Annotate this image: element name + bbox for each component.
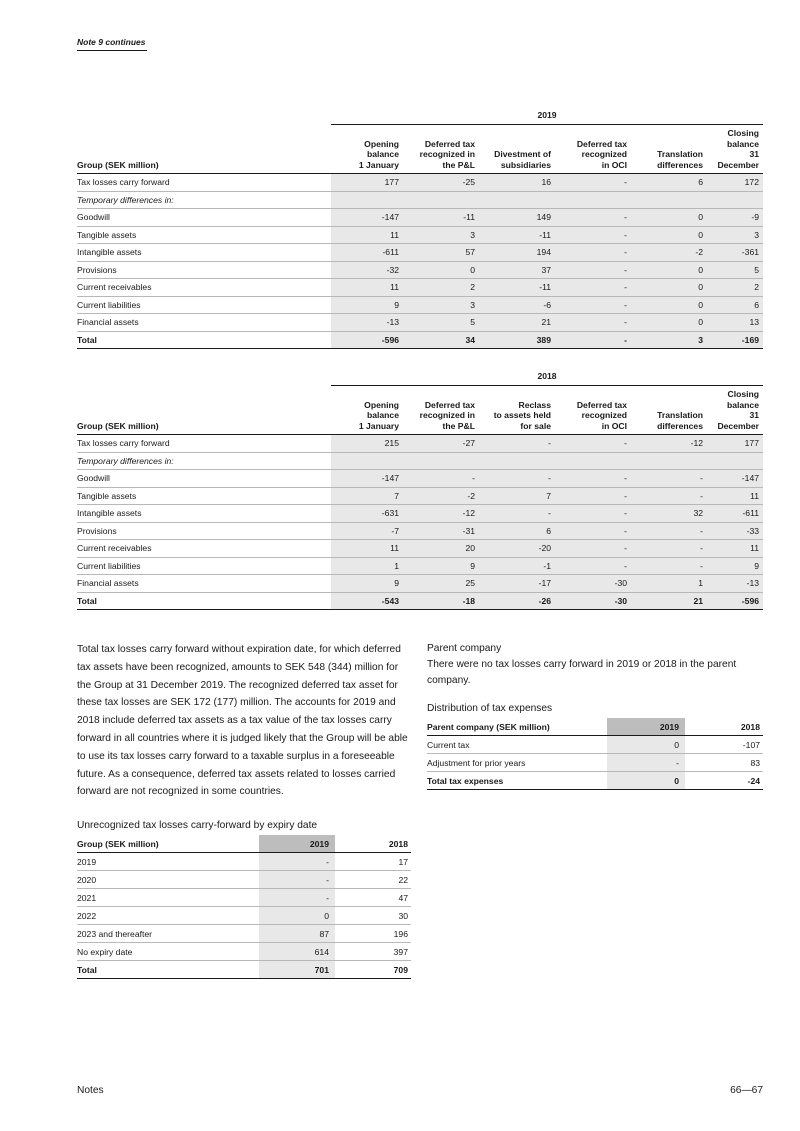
cell-value: -1 [479, 557, 555, 575]
cell-value: -361 [707, 244, 763, 262]
total-row [77, 592, 763, 609]
total-label: Total [77, 331, 331, 348]
cell-value: - [555, 522, 631, 540]
year-blank [77, 104, 331, 125]
cell-value: - [259, 889, 335, 907]
cell-value: - [479, 470, 555, 488]
row-label: 2021 [77, 889, 259, 907]
cell-value: - [555, 540, 631, 558]
tax-losses-paragraph: Total tax losses carry forward without expiration date, for which deferred tax assets have been recognized, amounts to SEK 548 (344) million for the Group at 31 December 2019. The recognized deferred tax asset for these tax losses are SEK 172 (177) million. The accounts for 2019 and 2018 include deferred tax assets as a tax value of the tax losses carry forward in all countries where it is judged likely that the Group will be able to use its tax losses carry forward to a taxable surplus in a foreseeable future. As a consequence, deferred tax assets related to losses carried forward are not recognized in some countries. [77, 644, 408, 798]
header-line: in OCI [601, 159, 627, 170]
cell-value: 11 [707, 487, 763, 505]
cell-value: 0 [259, 907, 335, 925]
table-row [77, 261, 763, 279]
empty-cell [707, 191, 763, 209]
total-value: -26 [479, 592, 555, 609]
cell-value: 3 [707, 226, 763, 244]
header-line: recognized in [419, 149, 475, 159]
column-header [331, 386, 403, 435]
total-row [77, 331, 763, 348]
cell-value: 0 [631, 209, 707, 227]
unrecognized-title: Unrecognized tax losses carry-forward by expiry date [77, 820, 318, 831]
cell-value: - [631, 487, 707, 505]
cell-value: - [259, 871, 335, 889]
header-line: subsidiaries [500, 159, 551, 170]
cell-value: 6 [707, 296, 763, 314]
header-line: differences [657, 420, 703, 431]
cell-value: -17 [479, 575, 555, 593]
cell-value: -147 [707, 470, 763, 488]
header-line: for sale [520, 420, 551, 431]
cell-value: 37 [479, 261, 555, 279]
cell-value: - [555, 261, 631, 279]
table-row [77, 557, 763, 575]
header-line: Reclass [518, 399, 551, 410]
table-row [77, 296, 763, 314]
cell-value: -20 [479, 540, 555, 558]
table-row [77, 470, 763, 488]
row-label: Goodwill [77, 470, 331, 488]
cell-value: 20 [403, 540, 479, 558]
header-line: recognized [581, 149, 627, 159]
total-row [427, 772, 763, 790]
column-header [331, 125, 403, 174]
header-line: recognized [581, 410, 627, 420]
unrecognized-table [77, 835, 411, 979]
cell-value: 11 [707, 540, 763, 558]
cell-value: 0 [607, 736, 685, 754]
table-row [77, 314, 763, 332]
cell-value: -2 [403, 487, 479, 505]
header-line: to assets held [493, 410, 551, 420]
total-value: 34 [403, 331, 479, 348]
cell-value: - [607, 754, 685, 772]
total-value: 0 [607, 772, 685, 790]
cell-value: -31 [403, 522, 479, 540]
row-label: 2020 [77, 871, 259, 889]
year-row [77, 104, 763, 125]
header-line: Opening [364, 138, 399, 149]
empty-cell [331, 452, 403, 470]
cell-value: -2 [631, 244, 707, 262]
cell-value: - [555, 296, 631, 314]
column-header [403, 125, 479, 174]
cell-value: -107 [685, 736, 763, 754]
header-line: in OCI [601, 420, 627, 431]
cell-value: 1 [631, 575, 707, 593]
cell-value: -11 [403, 209, 479, 227]
total-value: 701 [259, 961, 335, 979]
row-label: Tangible assets [77, 487, 331, 505]
cell-value: 83 [685, 754, 763, 772]
row-label: Temporary differences in: [77, 452, 331, 470]
table-row [77, 853, 411, 871]
cell-value: 0 [403, 261, 479, 279]
row-label: Goodwill [77, 209, 331, 227]
cell-value: 22 [335, 871, 411, 889]
cell-value: - [631, 540, 707, 558]
total-value: 709 [335, 961, 411, 979]
cell-value: - [479, 435, 555, 453]
total-value: -596 [707, 592, 763, 609]
year-row [77, 365, 763, 386]
column-header [77, 125, 331, 174]
cell-value: 2 [403, 279, 479, 297]
column-header [707, 125, 763, 174]
total-value: -596 [331, 331, 403, 348]
total-value: -30 [555, 592, 631, 609]
distribution-table [427, 718, 763, 790]
cell-value: -25 [403, 174, 479, 192]
total-row [77, 961, 411, 979]
table-row [77, 452, 763, 470]
table-row [77, 907, 411, 925]
cell-value: -631 [331, 505, 403, 523]
cell-value: - [479, 505, 555, 523]
header-line: Opening [364, 399, 399, 410]
column-header: 2019 [607, 718, 685, 736]
cell-value: 9 [331, 296, 403, 314]
row-label: Temporary differences in: [77, 191, 331, 209]
header-row [77, 386, 763, 435]
cell-value: -12 [403, 505, 479, 523]
column-header [631, 125, 707, 174]
table-row [427, 736, 763, 754]
total-value: 21 [631, 592, 707, 609]
header-line: recognized in [419, 410, 475, 420]
table-row [77, 925, 411, 943]
cell-value: 11 [331, 226, 403, 244]
header-line: Deferred tax [424, 138, 475, 149]
empty-cell [631, 191, 707, 209]
note-header: Note 9 continues [77, 37, 147, 51]
table-row [77, 174, 763, 192]
cell-value: -611 [707, 505, 763, 523]
cell-value: - [403, 470, 479, 488]
cell-value: 0 [631, 314, 707, 332]
table-row [77, 540, 763, 558]
page-number: 66—67 [730, 1085, 763, 1096]
header-line: the P&L [442, 159, 475, 170]
cell-value: 9 [707, 557, 763, 575]
cell-value: -12 [631, 435, 707, 453]
header-line: 1 January [358, 159, 399, 170]
cell-value: 7 [479, 487, 555, 505]
header-row [77, 835, 411, 853]
cell-value: 6 [631, 174, 707, 192]
cell-value: 3 [403, 296, 479, 314]
cell-value: - [555, 174, 631, 192]
empty-cell [555, 452, 631, 470]
empty-cell [555, 191, 631, 209]
table-row [77, 487, 763, 505]
cell-value: - [555, 244, 631, 262]
column-header [555, 386, 631, 435]
cell-value: 5 [403, 314, 479, 332]
cell-value: 177 [707, 435, 763, 453]
cell-value: 87 [259, 925, 335, 943]
empty-cell [707, 452, 763, 470]
column-header: Group (SEK million) [77, 835, 259, 853]
header-line: 31 December [717, 149, 759, 170]
distribution-title: Distribution of tax expenses [427, 703, 553, 714]
cell-value: 397 [335, 943, 411, 961]
footer-section: Notes [77, 1085, 104, 1096]
table-row [77, 505, 763, 523]
table-row [77, 575, 763, 593]
total-value: - [555, 331, 631, 348]
cell-value: -7 [331, 522, 403, 540]
total-value: 3 [631, 331, 707, 348]
column-header [631, 386, 707, 435]
column-header: 2018 [335, 835, 411, 853]
row-label: Financial assets [77, 575, 331, 593]
empty-cell [331, 191, 403, 209]
cell-value: 17 [335, 853, 411, 871]
empty-cell [479, 452, 555, 470]
row-label: Tax losses carry forward [77, 435, 331, 453]
header-line: Deferred tax [424, 399, 475, 410]
cell-value: 9 [403, 557, 479, 575]
total-value: -169 [707, 331, 763, 348]
row-label: Provisions [77, 261, 331, 279]
cell-value: 11 [331, 279, 403, 297]
cell-value: -147 [331, 470, 403, 488]
row-label: No expiry date [77, 943, 259, 961]
cell-value: 2 [707, 279, 763, 297]
header-line: balance [726, 399, 759, 410]
cell-value: 5 [707, 261, 763, 279]
cell-value: 11 [331, 540, 403, 558]
cell-value: 3 [403, 226, 479, 244]
column-header [707, 386, 763, 435]
header-line: balance [366, 149, 399, 159]
cell-value: 0 [631, 261, 707, 279]
row-label: Intangible assets [77, 505, 331, 523]
cell-value: - [259, 853, 335, 871]
row-label: Adjustment for prior years [427, 754, 607, 772]
total-value: -543 [331, 592, 403, 609]
empty-cell [403, 452, 479, 470]
cell-value: 6 [479, 522, 555, 540]
cell-value: -611 [331, 244, 403, 262]
row-label: Current liabilities [77, 557, 331, 575]
cell-value: - [555, 505, 631, 523]
header-line: 1 January [358, 420, 399, 431]
row-label: 2019 [77, 853, 259, 871]
header-line: the P&L [442, 420, 475, 431]
header-line: Closing [727, 389, 759, 399]
cell-value: 30 [335, 907, 411, 925]
deferred-tax-table-2019 [77, 104, 763, 349]
empty-cell [479, 191, 555, 209]
cell-value: 25 [403, 575, 479, 593]
column-header [479, 386, 555, 435]
header-line: Group (SEK million) [77, 159, 159, 170]
cell-value: - [555, 487, 631, 505]
cell-value: - [631, 470, 707, 488]
table-row [77, 943, 411, 961]
header-line: balance [726, 138, 759, 149]
row-label: Financial assets [77, 314, 331, 332]
deferred-tax-table-2018 [77, 365, 763, 610]
table-row [77, 226, 763, 244]
cell-value: 7 [331, 487, 403, 505]
table-row [77, 279, 763, 297]
cell-value: 13 [707, 314, 763, 332]
total-value: 389 [479, 331, 555, 348]
table-row [77, 244, 763, 262]
cell-value: 21 [479, 314, 555, 332]
cell-value: - [555, 226, 631, 244]
cell-value: - [555, 557, 631, 575]
row-label: 2023 and thereafter [77, 925, 259, 943]
header-line: differences [657, 159, 703, 170]
cell-value: - [555, 470, 631, 488]
empty-cell [631, 452, 707, 470]
cell-value: 215 [331, 435, 403, 453]
row-label: Tax losses carry forward [77, 174, 331, 192]
cell-value: 32 [631, 505, 707, 523]
cell-value: - [555, 435, 631, 453]
cell-value: 0 [631, 226, 707, 244]
cell-value: -6 [479, 296, 555, 314]
cell-value: 149 [479, 209, 555, 227]
cell-value: 194 [479, 244, 555, 262]
cell-value: 172 [707, 174, 763, 192]
total-label: Total [77, 592, 331, 609]
cell-value: 16 [479, 174, 555, 192]
cell-value: 196 [335, 925, 411, 943]
row-label: Current liabilities [77, 296, 331, 314]
column-header [77, 386, 331, 435]
cell-value: - [555, 314, 631, 332]
cell-value: -13 [707, 575, 763, 593]
year-label: 2018 [331, 365, 763, 386]
row-label: Current tax [427, 736, 607, 754]
table-row [77, 889, 411, 907]
cell-value: 47 [335, 889, 411, 907]
cell-value: -11 [479, 279, 555, 297]
column-header [555, 125, 631, 174]
year-blank [77, 365, 331, 386]
total-label: Total tax expenses [427, 772, 607, 790]
cell-value: - [631, 522, 707, 540]
header-line: Deferred tax [576, 399, 627, 410]
cell-value: 0 [631, 296, 707, 314]
parent-company-text: There were no tax losses carry forward in 2019 or 2018 in the parent company. [427, 659, 737, 686]
cell-value: - [555, 209, 631, 227]
total-value: -24 [685, 772, 763, 790]
row-label: Intangible assets [77, 244, 331, 262]
cell-value: -32 [331, 261, 403, 279]
cell-value: -27 [403, 435, 479, 453]
column-header: Parent company (SEK million) [427, 718, 607, 736]
header-line: Closing [727, 128, 759, 138]
column-header [479, 125, 555, 174]
row-label: Tangible assets [77, 226, 331, 244]
header-row [427, 718, 763, 736]
row-label: 2022 [77, 907, 259, 925]
total-value: -18 [403, 592, 479, 609]
cell-value: - [631, 557, 707, 575]
parent-company-title: Parent company [427, 643, 502, 654]
cell-value: 614 [259, 943, 335, 961]
table-row [77, 522, 763, 540]
row-label: Current receivables [77, 279, 331, 297]
column-header [403, 386, 479, 435]
cell-value: 9 [331, 575, 403, 593]
cell-value: 0 [631, 279, 707, 297]
cell-value: -30 [555, 575, 631, 593]
cell-value: -147 [331, 209, 403, 227]
total-label: Total [77, 961, 259, 979]
table-row [77, 209, 763, 227]
header-line: balance [366, 410, 399, 420]
header-row [77, 125, 763, 174]
cell-value: 177 [331, 174, 403, 192]
header-line: Translation [657, 410, 703, 420]
cell-value: - [555, 279, 631, 297]
cell-value: -33 [707, 522, 763, 540]
table-row [77, 435, 763, 453]
header-line: 31 December [717, 410, 759, 431]
table-row [77, 191, 763, 209]
header-line: Group (SEK million) [77, 420, 159, 431]
row-label: Current receivables [77, 540, 331, 558]
header-line: Deferred tax [576, 138, 627, 149]
column-header: 2019 [259, 835, 335, 853]
row-label: Provisions [77, 522, 331, 540]
cell-value: 57 [403, 244, 479, 262]
empty-cell [403, 191, 479, 209]
table-row [427, 754, 763, 772]
cell-value: -9 [707, 209, 763, 227]
cell-value: -11 [479, 226, 555, 244]
table-row [77, 871, 411, 889]
header-line: Translation [657, 149, 703, 159]
header-line: Divestment of [494, 149, 551, 159]
column-header: 2018 [685, 718, 763, 736]
cell-value: -13 [331, 314, 403, 332]
cell-value: 1 [331, 557, 403, 575]
year-label: 2019 [331, 104, 763, 125]
